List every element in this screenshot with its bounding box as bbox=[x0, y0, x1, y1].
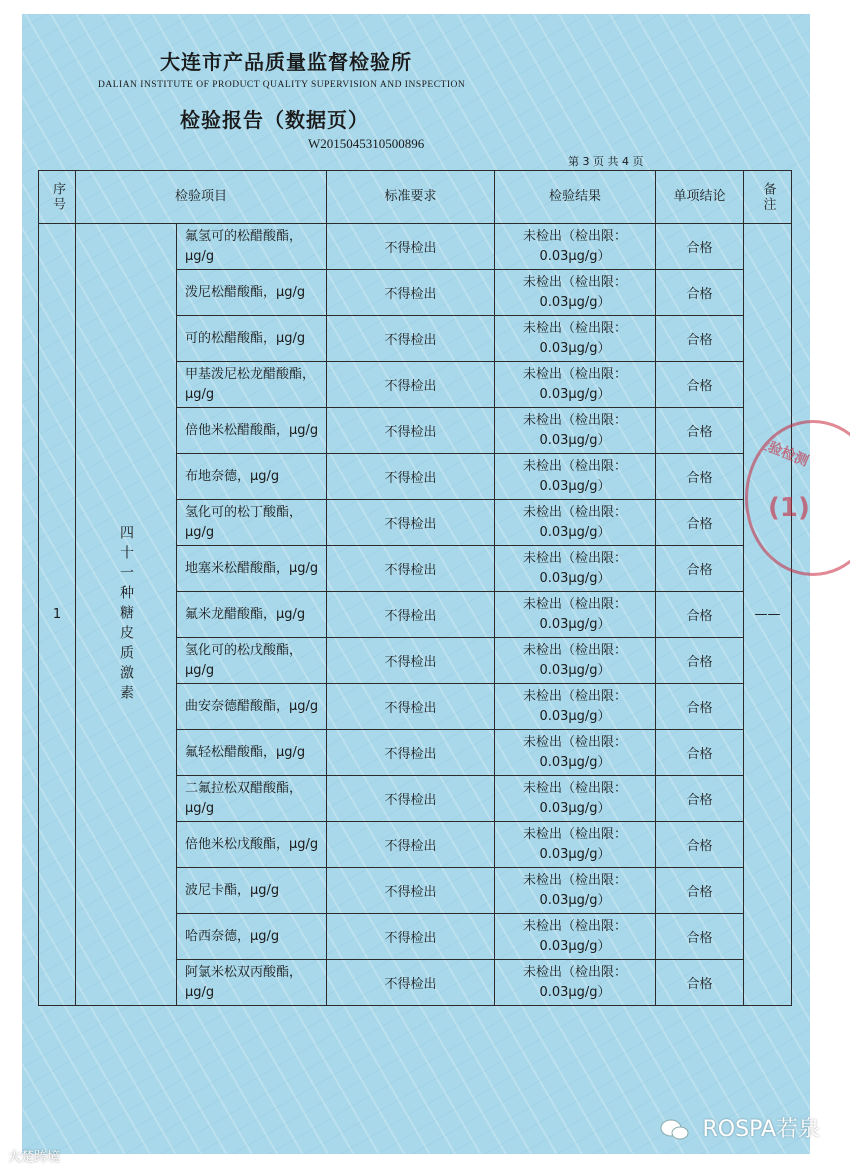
result-cell: 未检出（检出限：0.03μg/g） bbox=[495, 408, 656, 454]
result-cell: 未检出（检出限：0.03μg/g） bbox=[495, 868, 656, 914]
conclusion-cell: 合格 bbox=[656, 868, 744, 914]
conclusion-cell: 合格 bbox=[656, 224, 744, 270]
conclusion-cell: 合格 bbox=[656, 914, 744, 960]
standard-cell: 不得检出 bbox=[327, 224, 495, 270]
result-cell: 未检出（检出限：0.03μg/g） bbox=[495, 500, 656, 546]
conclusion-cell: 合格 bbox=[656, 822, 744, 868]
result-cell: 未检出（检出限：0.03μg/g） bbox=[495, 224, 656, 270]
result-cell: 未检出（检出限：0.03μg/g） bbox=[495, 960, 656, 1006]
report-number: W2015045310500896 bbox=[308, 136, 425, 151]
standard-cell: 不得检出 bbox=[327, 454, 495, 500]
inspection-stamp: 检验检测 (1) bbox=[745, 420, 850, 576]
header-item: 检验项目 bbox=[76, 171, 327, 224]
standard-cell: 不得检出 bbox=[327, 638, 495, 684]
standard-cell: 不得检出 bbox=[327, 408, 495, 454]
conclusion-cell: 合格 bbox=[656, 316, 744, 362]
conclusion-cell: 合格 bbox=[656, 500, 744, 546]
report-title: 检验报告（数据页） bbox=[180, 108, 369, 132]
institute-name: 大连市产品质量监督检验所 bbox=[160, 50, 412, 74]
standard-cell: 不得检出 bbox=[327, 960, 495, 1006]
page-info: 第 3 页 共 4 页 bbox=[568, 155, 644, 168]
conclusion-cell: 合格 bbox=[656, 638, 744, 684]
note-cell: —— bbox=[744, 224, 792, 1006]
standard-cell: 不得检出 bbox=[327, 914, 495, 960]
conclusion-cell: 合格 bbox=[656, 362, 744, 408]
item-cell: 地塞米松醋酸酯，μg/g bbox=[177, 546, 327, 592]
conclusion-cell: 合格 bbox=[656, 592, 744, 638]
table-header-row bbox=[39, 171, 792, 224]
item-cell: 甲基泼尼松龙醋酸酯，μg/g bbox=[177, 362, 327, 408]
chat-icon bbox=[660, 1118, 690, 1142]
standard-cell: 不得检出 bbox=[327, 868, 495, 914]
brand-watermark: 大楚跨境 bbox=[8, 1150, 61, 1165]
watermark-text: ROSPA若泉 bbox=[702, 1117, 820, 1142]
result-cell: 未检出（检出限：0.03μg/g） bbox=[495, 454, 656, 500]
institute-name-en: DALIAN INSTITUTE OF PRODUCT QUALITY SUPERVISION AND INSPECTION bbox=[98, 80, 466, 90]
result-cell: 未检出（检出限：0.03μg/g） bbox=[495, 684, 656, 730]
result-cell: 未检出（检出限：0.03μg/g） bbox=[495, 362, 656, 408]
conclusion-cell: 合格 bbox=[656, 408, 744, 454]
item-cell: 氟米龙醋酸酯，μg/g bbox=[177, 592, 327, 638]
result-cell: 未检出（检出限：0.03μg/g） bbox=[495, 546, 656, 592]
item-cell: 曲安奈德醋酸酯，μg/g bbox=[177, 684, 327, 730]
item-cell: 泼尼松醋酸酯，μg/g bbox=[177, 270, 327, 316]
header-conclusion: 单项结论 bbox=[656, 171, 744, 224]
standard-cell: 不得检出 bbox=[327, 270, 495, 316]
conclusion-cell: 合格 bbox=[656, 684, 744, 730]
conclusion-cell: 合格 bbox=[656, 960, 744, 1006]
item-cell: 波尼卡酯，μg/g bbox=[177, 868, 327, 914]
result-cell: 未检出（检出限：0.03μg/g） bbox=[495, 592, 656, 638]
result-cell: 未检出（检出限：0.03μg/g） bbox=[495, 822, 656, 868]
item-cell: 哈西奈德，μg/g bbox=[177, 914, 327, 960]
inspection-table bbox=[38, 170, 792, 1006]
header-result: 检验结果 bbox=[495, 171, 656, 224]
seq-cell: 1 bbox=[39, 224, 76, 1006]
conclusion-cell: 合格 bbox=[656, 730, 744, 776]
header-note: 备注 bbox=[744, 171, 792, 224]
conclusion-cell: 合格 bbox=[656, 546, 744, 592]
result-cell: 未检出（检出限：0.03μg/g） bbox=[495, 638, 656, 684]
standard-cell: 不得检出 bbox=[327, 776, 495, 822]
item-cell: 氢化可的松丁酸酯，μg/g bbox=[177, 500, 327, 546]
result-cell: 未检出（检出限：0.03μg/g） bbox=[495, 316, 656, 362]
item-cell: 氢化可的松戊酸酯，μg/g bbox=[177, 638, 327, 684]
item-cell: 可的松醋酸酯，μg/g bbox=[177, 316, 327, 362]
conclusion-cell: 合格 bbox=[656, 776, 744, 822]
standard-cell: 不得检出 bbox=[327, 822, 495, 868]
conclusion-cell: 合格 bbox=[656, 454, 744, 500]
header-standard: 标准要求 bbox=[327, 171, 495, 224]
item-cell: 氟氢可的松醋酸酯，μg/g bbox=[177, 224, 327, 270]
standard-cell: 不得检出 bbox=[327, 592, 495, 638]
standard-cell: 不得检出 bbox=[327, 316, 495, 362]
standard-cell: 不得检出 bbox=[327, 546, 495, 592]
item-cell: 倍他米松醋酸酯，μg/g bbox=[177, 408, 327, 454]
item-cell: 二氟拉松双醋酸酯，μg/g bbox=[177, 776, 327, 822]
header-seq: 序号 bbox=[39, 171, 76, 224]
standard-cell: 不得检出 bbox=[327, 730, 495, 776]
table-row bbox=[39, 224, 792, 270]
item-cell: 倍他米松戊酸酯，μg/g bbox=[177, 822, 327, 868]
category-cell: 四十一种糖皮质激素 bbox=[76, 224, 177, 1006]
result-cell: 未检出（检出限：0.03μg/g） bbox=[495, 914, 656, 960]
watermark bbox=[660, 1112, 820, 1143]
item-cell: 阿氯米松双丙酸酯，μg/g bbox=[177, 960, 327, 1006]
standard-cell: 不得检出 bbox=[327, 500, 495, 546]
result-cell: 未检出（检出限：0.03μg/g） bbox=[495, 730, 656, 776]
result-cell: 未检出（检出限：0.03μg/g） bbox=[495, 270, 656, 316]
standard-cell: 不得检出 bbox=[327, 684, 495, 730]
item-cell: 布地奈德，μg/g bbox=[177, 454, 327, 500]
standard-cell: 不得检出 bbox=[327, 362, 495, 408]
item-cell: 氟轻松醋酸酯，μg/g bbox=[177, 730, 327, 776]
conclusion-cell: 合格 bbox=[656, 270, 744, 316]
result-cell: 未检出（检出限：0.03μg/g） bbox=[495, 776, 656, 822]
